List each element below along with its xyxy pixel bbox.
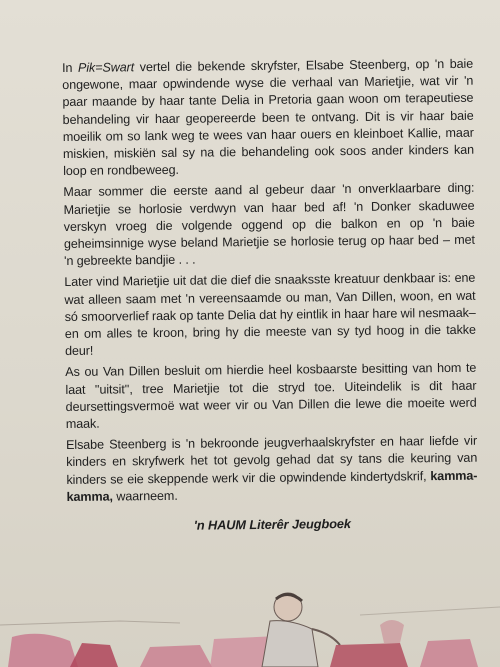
pink-shape-left (8, 634, 78, 667)
paragraph-intro (62, 56, 474, 181)
paragraph-watch: Maar sommer die eerste aand al gebeur daar 'n onverklaarbare ding: Marietjie se horlosie verdwyn van haar bed af! 'n Donker skaduwee verskyn vroeg die volgende oggend op die balkon en op 'n baie geheimsinnige wyse beland Marietjie se horlosie terug op haar bed – met 'n gebreekte bandjie . . . (63, 181, 475, 269)
paragraph-intro-post: vertel die bekende skryfster, Elsabe Steenberg, op 'n baie ongewone, maar opwindende wyse die verhaal van Marietjie, wat vir 'n paar maande by haar tante Delia in Pretoria gaan woon om terapeutiese behandeling vir haar geopereerde been te ontvang. Dit is vir haar baie moeilik om so lank weg te wees van haar ouers en kleinboet Kallie, maar miskien, miskiën sal sy na die behandeling ook soos ander kinders kan loop en rondbeweeg. (62, 56, 475, 179)
sketch-line (0, 621, 180, 625)
red-shape-right (330, 643, 408, 667)
pink-shape-mid (140, 645, 212, 667)
figure-body (262, 621, 318, 667)
paragraph-struggle: As ou Van Dillen besluit om hierdie heel kosbaarste besitting van hom te laat ''uitsit'', tree Marietjie tot die stryd toe. Uiteindelik is dit haar deursettingsvermoë wat weer vir ou Van Dillen die lewe die moeite werd maak. (65, 361, 477, 432)
paragraph-author-pre: Elsabe Steenberg is 'n bekroonde jeugverhaalskryfster en haar liefde vir kinders en skryfwerk het tot gevolg gehad dat sy tans die keuring van kinders se eie skeppende werk vir die opwindende kindertydskrif, (65, 433, 478, 487)
magazine-name: kamma-kamma, (66, 468, 478, 504)
paragraph-intro-pre: In (62, 60, 79, 75)
paragraph-thief: Later vind Marietjie uit dat die dief die snaaksste kreatuur denkbaar is: ene wat alleen saam met 'n vereensaamde ou man, Van Dillen, woon, en wat só smoorverlief raak op tante Delia dat hy eintlik in haar hare wil nesmaak– en om alles te kroon, bring hy die meeste van sy tyd hoog in die takke deur! (64, 271, 476, 359)
sketch-line (360, 607, 500, 615)
pink-shape-right (420, 639, 478, 667)
blurb-text (62, 56, 478, 536)
figure-arm (312, 629, 340, 645)
small-pink-shape (380, 620, 404, 643)
paragraph-author-post: waarneem. (112, 488, 178, 504)
publisher-line: 'n HAUM Literêr Jeugboek (193, 516, 351, 533)
red-shape-left (70, 643, 118, 667)
paragraph-author (66, 433, 478, 506)
book-title: Pik=Swart (77, 60, 135, 75)
cover-illustration (0, 585, 500, 667)
